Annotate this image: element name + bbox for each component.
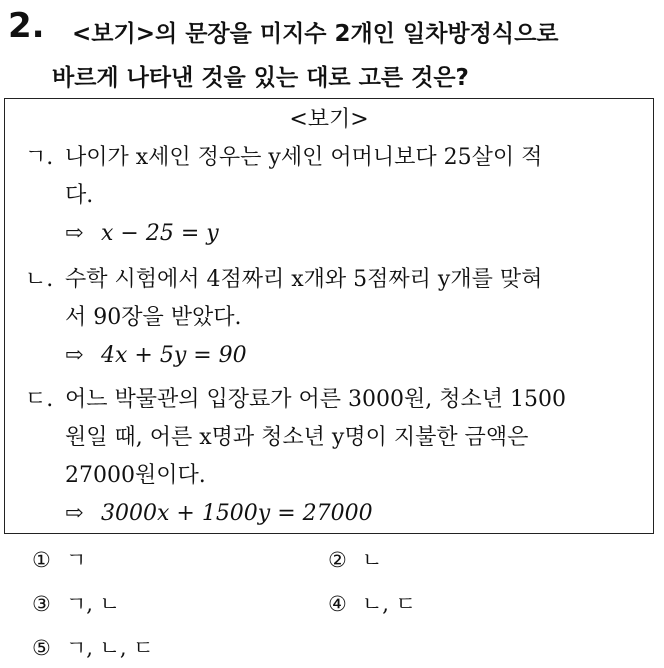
question-line-2: 바르게 나타낸 것을 있는 대로 고른 것은? (52, 65, 469, 91)
item-equation (65, 495, 645, 533)
choice-4[interactable] (328, 584, 416, 624)
choice-2[interactable] (328, 540, 382, 580)
example-item-2 (25, 261, 645, 375)
choice-1[interactable] (32, 540, 86, 580)
right-arrow-icon: ⇨ (65, 501, 84, 526)
example-box-title: <보기> (289, 107, 369, 132)
choice-number: ② (328, 548, 347, 572)
question-number: 2. (8, 6, 45, 46)
choice-text: ㄱ, ㄴ, ㄷ (66, 636, 154, 660)
choice-text: ㄴ, ㄷ (362, 592, 416, 616)
example-item-3 (25, 381, 645, 533)
item-text-line: 나이가 x세인 정우는 y세인 어머니보다 25살이 적 (65, 145, 543, 170)
item-equation (65, 215, 645, 253)
item-text-line: 어느 박물관의 입장료가 어른 3000원, 청소년 1500 (65, 387, 566, 412)
choice-number: ① (32, 548, 51, 572)
example-item-1 (25, 139, 645, 253)
choice-text: ㄴ (362, 548, 383, 572)
question-text (52, 12, 652, 100)
right-arrow-icon: ⇨ (65, 221, 84, 246)
item-text-line: 원일 때, 어른 x명과 청소년 y명이 지불한 금액은 (65, 425, 529, 450)
question-line-1: <보기>의 문장을 미지수 2개인 일차방정식으로 (72, 21, 559, 47)
item-mark: ㄱ. (25, 145, 54, 170)
item-mark: ㄴ. (25, 267, 54, 292)
item-text-line: 서 90장을 받았다. (65, 305, 242, 330)
example-box (4, 98, 654, 534)
equation-text: 4x + 5y = 90 (101, 343, 247, 368)
choice-number: ③ (32, 592, 51, 616)
choice-number: ⑤ (32, 636, 51, 660)
choice-text: ㄱ (66, 548, 87, 572)
choice-number: ④ (328, 592, 347, 616)
equation-text: 3000x + 1500y = 27000 (101, 501, 373, 526)
choice-5[interactable] (32, 628, 154, 668)
item-text-line: 다. (65, 183, 94, 208)
equation-text: x − 25 = y (101, 221, 219, 246)
item-text-line: 27000원이다. (65, 463, 206, 488)
right-arrow-icon: ⇨ (65, 343, 84, 368)
item-equation (65, 337, 645, 375)
item-text-line: 수학 시험에서 4점짜리 x개와 5점짜리 y개를 맞혀 (65, 267, 543, 292)
item-mark: ㄷ. (25, 387, 54, 412)
choice-text: ㄱ, ㄴ (66, 592, 120, 616)
choice-3[interactable] (32, 584, 120, 624)
